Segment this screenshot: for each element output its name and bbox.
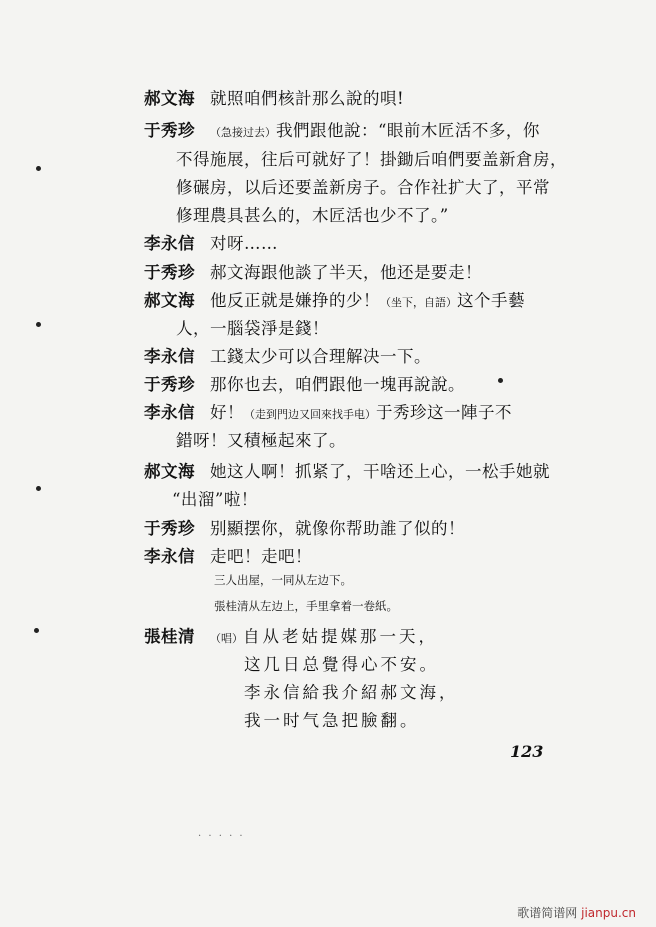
stage-direction-inline: （坐下，自語）	[380, 296, 457, 309]
dialogue-line	[144, 262, 482, 284]
dialogue-text: 人，一腦袋淨是錢！	[176, 319, 329, 338]
margin-mark	[498, 378, 503, 383]
dialogue-line	[144, 546, 312, 568]
song-line	[144, 626, 438, 650]
dialogue-text: 就照咱們核計那么說的唄!	[210, 89, 405, 108]
song-verse: 李永信給我介紹郝文海，	[244, 683, 459, 702]
dialogue-continuation	[176, 149, 567, 171]
dialogue-line	[144, 88, 404, 110]
song-verse: 我一时气急把臉翻。	[244, 711, 420, 730]
stage-direction-inline: （急接过去）	[210, 126, 276, 139]
stage-direction-inline: （唱）	[210, 632, 243, 645]
song-verse: 这几日总覺得心不安。	[244, 655, 439, 674]
speaker-name: 李永信	[144, 234, 195, 253]
dialogue-line	[144, 402, 512, 426]
dialogue-text: 那你也去，咱們跟他一塊再說說。	[210, 375, 465, 394]
margin-mark	[36, 486, 41, 491]
dialogue-text: “出溜”啦！	[172, 490, 258, 509]
dialogue-text: 工錢太少可以合理解决一下。	[210, 347, 431, 366]
speaker-name: 于秀珍	[144, 375, 195, 394]
song-verse: 自从老姑提媒那一天，	[243, 627, 438, 646]
dialogue-text: 这个手藝	[457, 291, 525, 310]
speaker-name: 于秀珍	[144, 263, 195, 282]
dialogue-continuation	[176, 205, 449, 227]
watermark	[517, 904, 636, 921]
page-number: 123	[510, 742, 544, 761]
margin-mark	[34, 628, 39, 633]
dialogue-continuation	[176, 430, 346, 452]
dialogue-text: 走吧！走吧！	[210, 547, 312, 566]
dialogue-text: 修碾房，以后还要盖新房子。合作社扩大了，平常	[176, 178, 550, 197]
dialogue-line	[144, 518, 465, 540]
dialogue-line	[144, 120, 540, 144]
stage-direction-inline: （走到門边又回來找手电）	[244, 408, 376, 421]
dialogue-line	[144, 290, 525, 314]
dialogue-continuation	[176, 318, 329, 340]
dialogue-text: 她这人啊！抓紧了，干啥还上心，一松手她就	[210, 462, 550, 481]
dialogue-text: 别顯摆你，就像你帮助誰了似的！	[210, 519, 465, 538]
dialogue-line	[144, 233, 278, 255]
speaker-name: 郝文海	[144, 89, 195, 108]
dialogue-text: 錯呀！又積極起來了。	[176, 431, 346, 450]
dialogue-text: 对呀……	[210, 234, 278, 253]
dialogue-text: 修理農具甚么的，木匠活也少不了。”	[176, 206, 449, 225]
stage-direction: 張桂清从左边上，手里拿着一卷紙。	[214, 599, 398, 613]
watermark-domain: jianpu.cn	[581, 906, 636, 920]
speaker-name: 李永信	[144, 403, 195, 422]
dialogue-continuation	[172, 489, 258, 511]
footer-specks: . . . . .	[198, 828, 245, 839]
dialogue-line	[144, 374, 465, 396]
speaker-name: 于秀珍	[144, 519, 195, 538]
dialogue-text: 我們跟他說：“眼前木匠活不多，你	[276, 121, 540, 140]
dialogue-text: 好！	[210, 403, 244, 422]
speaker-name: 郝文海	[144, 462, 195, 481]
speaker-name: 于秀珍	[144, 121, 195, 140]
speaker-name: 李永信	[144, 347, 195, 366]
dialogue-line	[144, 346, 431, 368]
dialogue-text: 他反正就是嫌挣的少！	[210, 291, 380, 310]
speaker-name: 郝文海	[144, 291, 195, 310]
dialogue-text: 郝文海跟他談了半天，他还是要走！	[210, 263, 482, 282]
speaker-name: 張桂清	[144, 627, 195, 646]
dialogue-continuation	[176, 177, 550, 199]
margin-mark	[36, 166, 41, 171]
stage-direction: 三人出屋，一同从左边下。	[214, 573, 352, 587]
dialogue-text: 于秀珍这一陣子不	[376, 403, 512, 422]
watermark-site-name: 歌谱简谱网	[517, 906, 582, 920]
speaker-name: 李永信	[144, 547, 195, 566]
dialogue-line	[144, 461, 550, 483]
margin-mark	[36, 322, 41, 327]
dialogue-text: 不得施展，往后可就好了！掛鋤后咱們要盖新倉房，	[176, 150, 567, 169]
